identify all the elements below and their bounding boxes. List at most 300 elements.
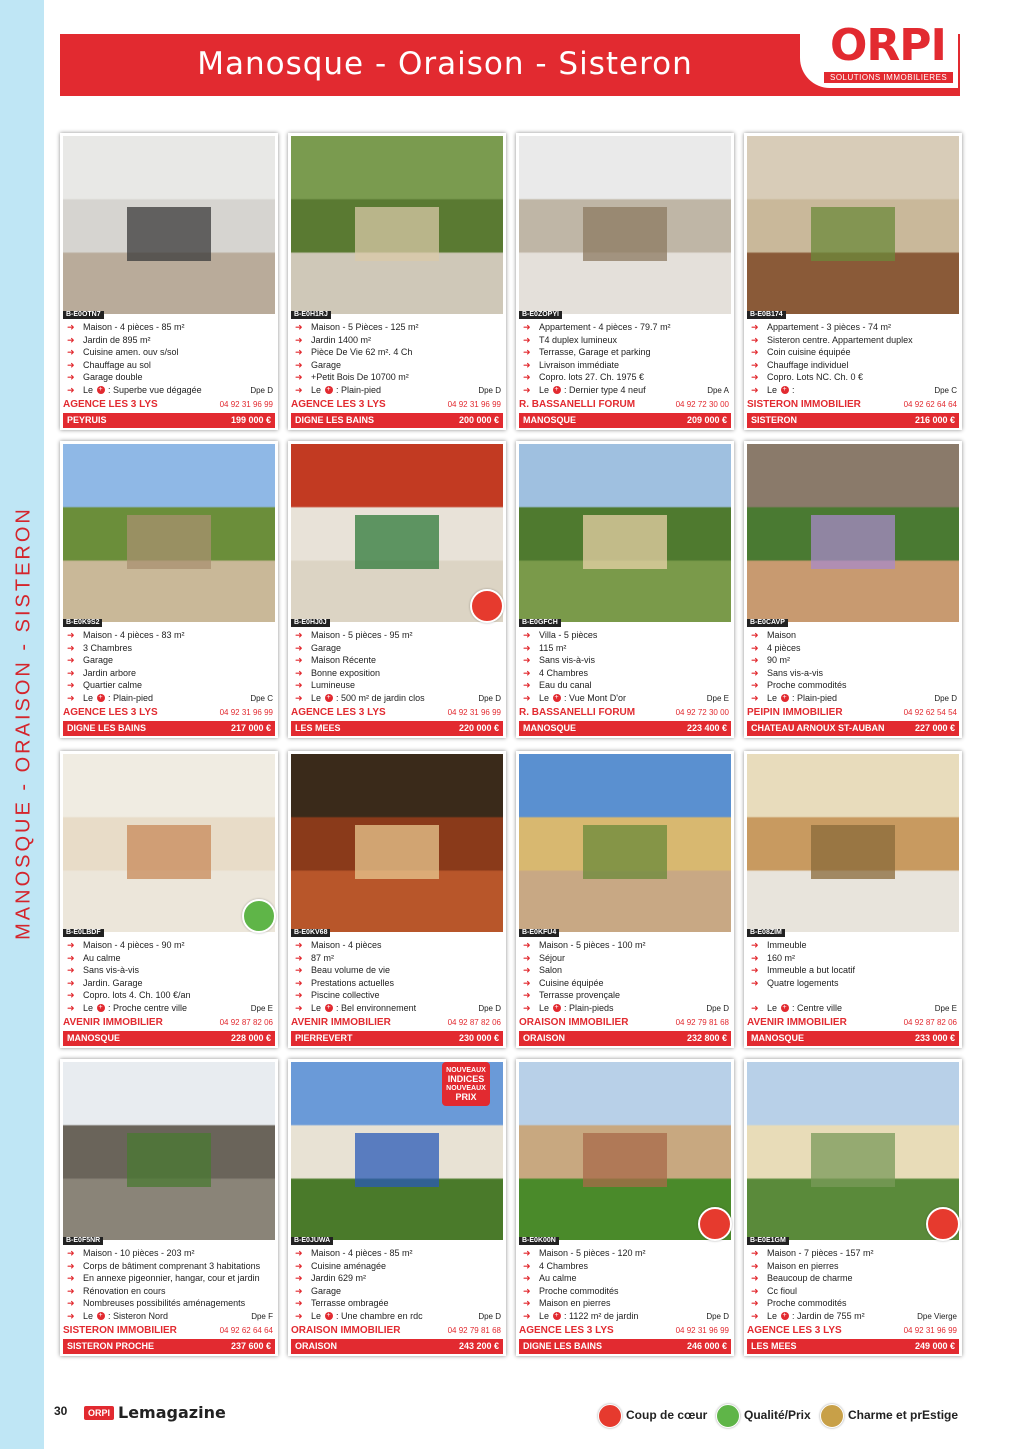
- agency-name[interactable]: SISTERON IMMOBILIER: [747, 399, 861, 410]
- arrow-icon: ➜: [67, 1002, 75, 1013]
- agency-name[interactable]: AGENCE LES 3 LYS: [291, 707, 386, 718]
- plus-icon: +: [554, 386, 559, 394]
- agency-phone[interactable]: 04 92 79 81 68: [675, 1018, 729, 1027]
- arrow-icon: ➜: [295, 667, 303, 678]
- feature-item: ➜ 160 m²: [751, 952, 796, 963]
- feature-item: ➜ Au calme: [523, 1273, 577, 1283]
- arrow-icon: ➜: [67, 334, 75, 345]
- agency-name[interactable]: ORAISON IMMOBILIER: [291, 1325, 401, 1336]
- listing-price: 220 000 €: [458, 723, 499, 733]
- arrow-icon: ➜: [67, 667, 75, 678]
- agency-phone[interactable]: 04 92 31 96 99: [447, 400, 501, 409]
- plus-icon: +: [98, 1004, 103, 1012]
- city-price-bar: [63, 1339, 275, 1354]
- arrow-icon: ➜: [523, 384, 531, 395]
- feature-item: ➜ 90 m²: [751, 655, 791, 665]
- feature-list: [291, 1247, 503, 1322]
- listing-ref: B-E0JUWA: [291, 1237, 333, 1245]
- listing-city: DIGNE LES BAINS: [67, 723, 147, 733]
- agency-phone[interactable]: 04 92 87 82 06: [903, 1018, 957, 1027]
- listing-photo: [291, 136, 503, 314]
- listing-price: 228 000 €: [230, 1033, 271, 1043]
- feature-list: [63, 629, 275, 704]
- agency-name[interactable]: R. BASSANELLI FORUM: [519, 399, 636, 410]
- arrow-icon: ➜: [523, 347, 531, 357]
- feature-item: ➜ Coin cuisine équipée: [751, 347, 851, 357]
- arrow-icon: ➜: [295, 1273, 303, 1283]
- feature-plus: ➜ Le + : Sisteron Nord: [67, 1310, 169, 1321]
- agency-phone[interactable]: 04 92 72 30 00: [675, 708, 729, 717]
- plus-icon: +: [554, 1004, 559, 1012]
- feature-item: ➜ Maison Récente: [295, 655, 377, 665]
- arrow-icon: ➜: [67, 655, 75, 665]
- arrow-icon: ➜: [67, 1260, 75, 1271]
- arrow-icon: ➜: [67, 1273, 75, 1283]
- agency-name[interactable]: SISTERON IMMOBILIER: [63, 1325, 177, 1336]
- listing-city: PEYRUIS: [67, 415, 107, 425]
- page-number: 30: [54, 1404, 68, 1418]
- city-price-bar: [519, 1031, 731, 1046]
- agency-name[interactable]: AGENCE LES 3 LYS: [519, 1325, 614, 1336]
- city-price-bar: [63, 413, 275, 428]
- listing-price: 233 000 €: [914, 1033, 955, 1043]
- feature-item: ➜ Maison: [751, 630, 797, 640]
- listing-ref: B-E0H1RJ: [291, 311, 331, 319]
- listing-city: MANOSQUE: [751, 1033, 805, 1043]
- arrow-icon: ➜: [295, 977, 303, 988]
- listing-card[interactable]: [516, 751, 734, 1048]
- listing-photo: [63, 754, 275, 932]
- feature-item: ➜ Appartement - 4 pièces - 79.7 m²: [523, 322, 671, 332]
- feature-list: [519, 321, 731, 396]
- plus-icon: +: [326, 1312, 331, 1320]
- feature-item: ➜ Cuisine amen. ouv s/sol: [67, 347, 179, 357]
- dpe-rating: Dpe Vierge: [917, 1312, 957, 1321]
- feature-item: ➜ Jardin 1400 m²: [295, 334, 372, 345]
- listing-city: CHATEAU ARNOUX ST-AUBAN: [751, 723, 885, 733]
- dpe-rating: Dpe A: [707, 386, 729, 395]
- agency-phone[interactable]: 04 92 79 81 68: [447, 1326, 501, 1335]
- arrow-icon: ➜: [295, 630, 303, 640]
- agency-name[interactable]: AVENIR IMMOBILIER: [63, 1017, 163, 1028]
- arrow-icon: ➜: [751, 655, 759, 665]
- arrow-icon: ➜: [751, 1273, 759, 1283]
- feature-item: ➜ Sisteron centre. Appartement duplex: [751, 334, 913, 345]
- plus-icon: +: [326, 694, 331, 702]
- listing-price: 199 000 €: [230, 415, 271, 425]
- arrow-icon: ➜: [751, 384, 759, 395]
- arrow-icon: ➜: [295, 1260, 303, 1271]
- listing-price: 223 400 €: [686, 723, 727, 733]
- dpe-rating: Dpe E: [706, 694, 729, 703]
- dpe-rating: Dpe E: [934, 1004, 957, 1013]
- arrow-icon: ➜: [751, 322, 759, 332]
- dpe-rating: Dpe E: [250, 1004, 273, 1013]
- footer-orpi-logo: ORPI: [84, 1406, 114, 1420]
- feature-item: ➜ +Petit Bois De 10700 m²: [295, 372, 409, 382]
- feature-plus: ➜ Le + : Superbe vue dégagée: [67, 384, 202, 395]
- agency-name[interactable]: AVENIR IMMOBILIER: [747, 1017, 847, 1028]
- listing-photo: [747, 136, 959, 314]
- arrow-icon: ➜: [67, 1285, 75, 1296]
- listing-card[interactable]: [60, 1059, 278, 1356]
- feature-item: ➜ Lumineuse: [295, 680, 356, 690]
- feature-item: ➜ Terrasse, Garage et parking: [523, 347, 651, 357]
- listing-ref: B-E0K9S2: [63, 619, 102, 627]
- dpe-rating: Dpe F: [251, 1312, 273, 1321]
- agency-phone[interactable]: 04 92 62 54 54: [903, 708, 957, 717]
- feature-item: ➜ Immeuble: [751, 940, 807, 950]
- heart-house-icon: [698, 1207, 732, 1241]
- listing-card[interactable]: [516, 1059, 734, 1356]
- feature-item: ➜ Maison - 4 pièces: [295, 940, 382, 950]
- listing-card[interactable]: [60, 751, 278, 1048]
- arrow-icon: ➜: [67, 692, 75, 703]
- legend-qualite-prix: Qualité/Prix: [716, 1403, 811, 1427]
- feature-item: [747, 989, 959, 1002]
- arrow-icon: ➜: [295, 952, 303, 963]
- agency-phone[interactable]: 04 92 31 96 99: [675, 1326, 729, 1335]
- arrow-icon: ➜: [67, 322, 75, 332]
- feature-list: [747, 321, 959, 396]
- arrow-icon: ➜: [295, 940, 303, 950]
- feature-item: ➜ Quatre logements: [751, 977, 839, 988]
- arrow-icon: ➜: [67, 940, 75, 950]
- plus-icon: +: [782, 1004, 787, 1012]
- listing-price: 217 000 €: [230, 723, 271, 733]
- feature-item: ➜ Copro. Lots NC. Ch. 0 €: [751, 372, 864, 382]
- dpe-rating: Dpe D: [250, 386, 273, 395]
- feature-list: [519, 1247, 731, 1322]
- feature-item: ➜ Maison - 5 Pièces - 125 m²: [295, 322, 419, 332]
- arrow-icon: ➜: [751, 977, 759, 988]
- feature-item: ➜ Beau volume de vie: [295, 965, 391, 975]
- plus-icon: +: [782, 1312, 787, 1320]
- arrow-icon: ➜: [751, 1002, 759, 1013]
- listing-price: 230 000 €: [458, 1033, 499, 1043]
- feature-item: ➜ Maison - 5 pièces - 100 m²: [523, 940, 646, 950]
- arrow-icon: ➜: [67, 347, 75, 357]
- listing-ref: B-E0ZOPYI: [519, 311, 562, 319]
- arrow-icon: ➜: [523, 359, 531, 370]
- arrow-icon: ➜: [67, 977, 75, 988]
- feature-plus: ➜ Le + : Plain-pied: [295, 384, 382, 395]
- arrow-icon: ➜: [523, 692, 531, 703]
- feature-item: ➜ Rénovation en cours: [67, 1285, 166, 1296]
- plus-icon: +: [326, 1004, 331, 1012]
- feature-item: ➜ Immeuble a but locatif: [751, 965, 856, 975]
- listing-city: SISTERON PROCHE: [67, 1341, 155, 1351]
- feature-item: ➜ Sans vis-à-vis: [67, 965, 140, 975]
- feature-item: ➜ Villa - 5 pièces: [523, 630, 598, 640]
- arrow-icon: ➜: [751, 372, 759, 382]
- arrow-icon: ➜: [523, 322, 531, 332]
- feature-list: [291, 629, 503, 704]
- city-price-bar: [63, 1031, 275, 1046]
- listing-ref: B-E0KFU4: [519, 929, 559, 937]
- arrow-icon: ➜: [751, 1298, 759, 1308]
- arrow-icon: ➜: [523, 1285, 531, 1296]
- arrow-icon: ➜: [295, 347, 303, 357]
- arrow-icon: ➜: [751, 692, 759, 703]
- feature-list: [63, 1247, 275, 1322]
- agency-name[interactable]: PEIPIN IMMOBILIER: [747, 707, 843, 718]
- arrow-icon: ➜: [523, 977, 531, 988]
- listing-price: 227 000 €: [914, 723, 955, 733]
- feature-item: ➜ Nombreuses possibilités aménagements: [67, 1298, 246, 1308]
- arrow-icon: ➜: [295, 642, 303, 653]
- listing-ref: B-E0F5NR: [63, 1237, 103, 1245]
- listing-price: 232 800 €: [686, 1033, 727, 1043]
- feature-plus: ➜ Le + : 500 m² de jardin clos: [295, 692, 425, 703]
- listing-photo: [291, 444, 503, 622]
- feature-item: ➜ Chauffage au sol: [67, 359, 151, 370]
- agency-name[interactable]: AGENCE LES 3 LYS: [747, 1325, 842, 1336]
- agency-name[interactable]: ORAISON IMMOBILIER: [519, 1017, 629, 1028]
- listing-photo: [747, 754, 959, 932]
- arrow-icon: ➜: [751, 1310, 759, 1321]
- feature-item: ➜ Terrasse provençale: [523, 990, 621, 1000]
- arrow-icon: ➜: [295, 1298, 303, 1308]
- arrow-icon: ➜: [523, 372, 531, 382]
- plus-icon: +: [782, 386, 787, 394]
- listing-ref: B-E0K00N: [519, 1237, 559, 1245]
- listing-card[interactable]: [516, 441, 734, 738]
- agency-name[interactable]: AGENCE LES 3 LYS: [63, 707, 158, 718]
- arrow-icon: ➜: [523, 965, 531, 975]
- feature-item: ➜ Chauffage individuel: [751, 359, 849, 370]
- arrow-icon: ➜: [67, 952, 75, 963]
- arrow-icon: ➜: [67, 965, 75, 975]
- listing-card[interactable]: [744, 133, 962, 430]
- listing-photo: [291, 754, 503, 932]
- listing-card[interactable]: [288, 133, 506, 430]
- feature-list: [291, 939, 503, 1014]
- listing-card[interactable]: [288, 441, 506, 738]
- arrow-icon: ➜: [295, 334, 303, 345]
- arrow-icon: ➜: [67, 1298, 75, 1308]
- listing-ref: B-E0KV68: [291, 929, 330, 937]
- feature-item: ➜ Jardin 629 m²: [295, 1273, 367, 1283]
- listing-city: ORAISON: [523, 1033, 566, 1043]
- listing-photo: [519, 1062, 731, 1240]
- feature-item: ➜ Prestations actuelles: [295, 977, 395, 988]
- listing-ref: B-E08ZIM: [747, 929, 785, 937]
- agency-phone[interactable]: 04 92 31 96 99: [219, 400, 273, 409]
- listing-photo: [63, 136, 275, 314]
- arrow-icon: ➜: [295, 322, 303, 332]
- plus-icon: +: [98, 1312, 103, 1320]
- feature-item: ➜ Proche commodités: [523, 1285, 619, 1296]
- listing-city: MANOSQUE: [523, 723, 577, 733]
- feature-item: ➜ Sans vis-a-vis: [751, 667, 824, 678]
- feature-item: ➜ Séjour: [523, 952, 566, 963]
- arrow-icon: ➜: [295, 384, 303, 395]
- feature-item: ➜ Maison - 4 pièces - 85 m²: [67, 322, 185, 332]
- arrow-icon: ➜: [751, 630, 759, 640]
- arrow-icon: ➜: [523, 952, 531, 963]
- arrow-icon: ➜: [523, 1298, 531, 1308]
- feature-item: ➜ Garage: [67, 655, 114, 665]
- feature-item: ➜ Maison - 4 pièces - 83 m²: [67, 630, 185, 640]
- listing-photo: [519, 444, 731, 622]
- feature-plus: ➜ Le + : Centre ville: [751, 1002, 843, 1013]
- arrow-icon: ➜: [751, 667, 759, 678]
- arrow-icon: ➜: [523, 1273, 531, 1283]
- agency-name[interactable]: R. BASSANELLI FORUM: [519, 707, 636, 718]
- arrow-icon: ➜: [523, 1310, 531, 1321]
- feature-item: ➜ Copro. lots 27. Ch. 1975 €: [523, 372, 645, 382]
- listing-card[interactable]: [60, 133, 278, 430]
- listing-city: LES MEES: [751, 1341, 797, 1351]
- feature-plus: ➜ Le + : 1122 m² de jardin: [523, 1310, 639, 1321]
- listing-city: MANOSQUE: [523, 415, 577, 425]
- city-price-bar: [519, 721, 731, 736]
- arrow-icon: ➜: [67, 630, 75, 640]
- agency-phone[interactable]: 04 92 72 30 00: [675, 400, 729, 409]
- feature-item: ➜ Maison - 10 pièces - 203 m²: [67, 1248, 195, 1258]
- arrow-icon: ➜: [295, 692, 303, 703]
- agency-phone[interactable]: 04 92 87 82 06: [447, 1018, 501, 1027]
- feature-item: ➜ Maison - 7 pièces - 157 m²: [751, 1248, 874, 1258]
- legend-charme-prestige: Charme et prEstige: [820, 1403, 958, 1427]
- listing-card[interactable]: [60, 441, 278, 738]
- city-price-bar: [291, 1031, 503, 1046]
- plus-icon: +: [554, 1312, 559, 1320]
- feature-plus: ➜ Le + : Proche centre ville: [67, 1002, 188, 1013]
- feature-item: ➜ 4 Chambres: [523, 667, 589, 678]
- arrow-icon: ➜: [751, 1285, 759, 1296]
- feature-plus: ➜ Le + : Une chambre en rdc: [295, 1310, 423, 1321]
- arrow-icon: ➜: [751, 1248, 759, 1258]
- feature-item: ➜ Pièce De Vie 62 m². 4 Ch: [295, 347, 413, 357]
- feature-list: [519, 939, 731, 1014]
- listing-photo: [519, 754, 731, 932]
- agency-name[interactable]: AGENCE LES 3 LYS: [63, 399, 158, 410]
- quality-house-icon: [716, 1404, 740, 1428]
- feature-list: [63, 321, 275, 396]
- dpe-rating: Dpe C: [934, 386, 957, 395]
- feature-item: ➜ Maison - 5 pièces - 120 m²: [523, 1248, 646, 1258]
- listing-photo: [747, 444, 959, 622]
- feature-item: ➜ Maison - 4 pièces - 85 m²: [295, 1248, 413, 1258]
- arrow-icon: ➜: [67, 680, 75, 690]
- feature-item: ➜ Jardin arbore: [67, 667, 137, 678]
- agency-phone[interactable]: 04 92 31 96 99: [219, 708, 273, 717]
- feature-item: ➜ 115 m²: [523, 642, 567, 653]
- magazine-name: Lemagazine: [118, 1403, 226, 1422]
- listing-card[interactable]: [744, 1059, 962, 1356]
- feature-list: [747, 1247, 959, 1322]
- agency-name[interactable]: AVENIR IMMOBILIER: [291, 1017, 391, 1028]
- arrow-icon: ➜: [523, 1248, 531, 1258]
- feature-plus: ➜ Le + : Vue Mont D'or: [523, 692, 626, 703]
- dpe-rating: Dpe D: [478, 386, 501, 395]
- plus-icon: +: [782, 694, 787, 702]
- arrow-icon: ➜: [523, 630, 531, 640]
- feature-item: ➜ 4 pièces: [751, 642, 801, 653]
- listing-photo: [63, 444, 275, 622]
- city-price-bar: [291, 721, 503, 736]
- agency-phone[interactable]: 04 92 31 96 99: [903, 1326, 957, 1335]
- arrow-icon: ➜: [523, 1002, 531, 1013]
- listing-photo: [63, 1062, 275, 1240]
- arrow-icon: ➜: [751, 359, 759, 370]
- heart-house-icon: [470, 589, 504, 623]
- listing-card[interactable]: [744, 751, 962, 1048]
- feature-item: ➜ Proche commodités: [751, 1298, 847, 1308]
- legend-coup-de-coeur: Coup de cœur: [598, 1403, 707, 1427]
- heart-house-icon: [926, 1207, 960, 1241]
- feature-item: ➜ Proche commodités: [751, 680, 847, 690]
- agency-phone[interactable]: 04 92 31 96 99: [447, 708, 501, 717]
- listing-card[interactable]: [288, 751, 506, 1048]
- feature-item: ➜ Jardin. Garage: [67, 977, 143, 988]
- arrow-icon: ➜: [523, 642, 531, 653]
- agency-phone[interactable]: 04 92 62 64 64: [219, 1326, 273, 1335]
- arrow-icon: ➜: [751, 1260, 759, 1271]
- arrow-icon: ➜: [751, 965, 759, 975]
- arrow-icon: ➜: [67, 372, 75, 382]
- listing-city: ORAISON: [295, 1341, 338, 1351]
- orpi-logo: ORPI SOLUTIONS IMMOBILIERES: [800, 18, 958, 88]
- agency-name[interactable]: AGENCE LES 3 LYS: [291, 399, 386, 410]
- arrow-icon: ➜: [295, 680, 303, 690]
- plus-icon: +: [98, 694, 103, 702]
- feature-item: ➜ Livraison immédiate: [523, 359, 620, 370]
- listing-ref: B-E0B174: [747, 311, 786, 319]
- feature-plus: ➜ Le + : Plain-pied: [751, 692, 838, 703]
- listing-ref: B-E0OTN7: [63, 311, 104, 319]
- plus-icon: +: [554, 694, 559, 702]
- listing-price: 209 000 €: [686, 415, 727, 425]
- arrow-icon: ➜: [523, 680, 531, 690]
- listing-city: MANOSQUE: [67, 1033, 121, 1043]
- arrow-icon: ➜: [751, 680, 759, 690]
- feature-item: ➜ 3 Chambres: [67, 642, 133, 653]
- city-price-bar: [519, 1339, 731, 1354]
- city-price-bar: [747, 1031, 959, 1046]
- arrow-icon: ➜: [523, 990, 531, 1000]
- listing-price: 200 000 €: [458, 415, 499, 425]
- heart-house-icon: [598, 1404, 622, 1428]
- listing-card[interactable]: [516, 133, 734, 430]
- feature-item: ➜ Maison en pierres: [751, 1260, 839, 1271]
- arrow-icon: ➜: [295, 1310, 303, 1321]
- agency-phone[interactable]: 04 92 62 64 64: [903, 400, 957, 409]
- agency-phone[interactable]: 04 92 87 82 06: [219, 1018, 273, 1027]
- feature-item: ➜ Cuisine équipée: [523, 977, 604, 988]
- feature-item: ➜ Au calme: [67, 952, 121, 963]
- arrow-icon: ➜: [295, 372, 303, 382]
- feature-item: ➜ Maison en pierres: [523, 1298, 611, 1308]
- listing-ref: B-E0E1GM: [747, 1237, 789, 1245]
- feature-item: ➜ Sans vis-à-vis: [523, 655, 596, 665]
- arrow-icon: ➜: [751, 940, 759, 950]
- arrow-icon: ➜: [295, 965, 303, 975]
- feature-item: ➜ Copro. lots 4. Ch. 100 €/an: [67, 990, 191, 1000]
- listing-price: 249 000 €: [914, 1341, 955, 1351]
- arrow-icon: ➜: [751, 347, 759, 357]
- city-price-bar: [291, 1339, 503, 1354]
- listing-city: DIGNE LES BAINS: [295, 415, 375, 425]
- city-price-bar: [747, 413, 959, 428]
- listing-city: DIGNE LES BAINS: [523, 1341, 603, 1351]
- arrow-icon: ➜: [523, 655, 531, 665]
- listing-card[interactable]: [744, 441, 962, 738]
- listing-photo: [519, 136, 731, 314]
- dpe-rating: Dpe D: [478, 694, 501, 703]
